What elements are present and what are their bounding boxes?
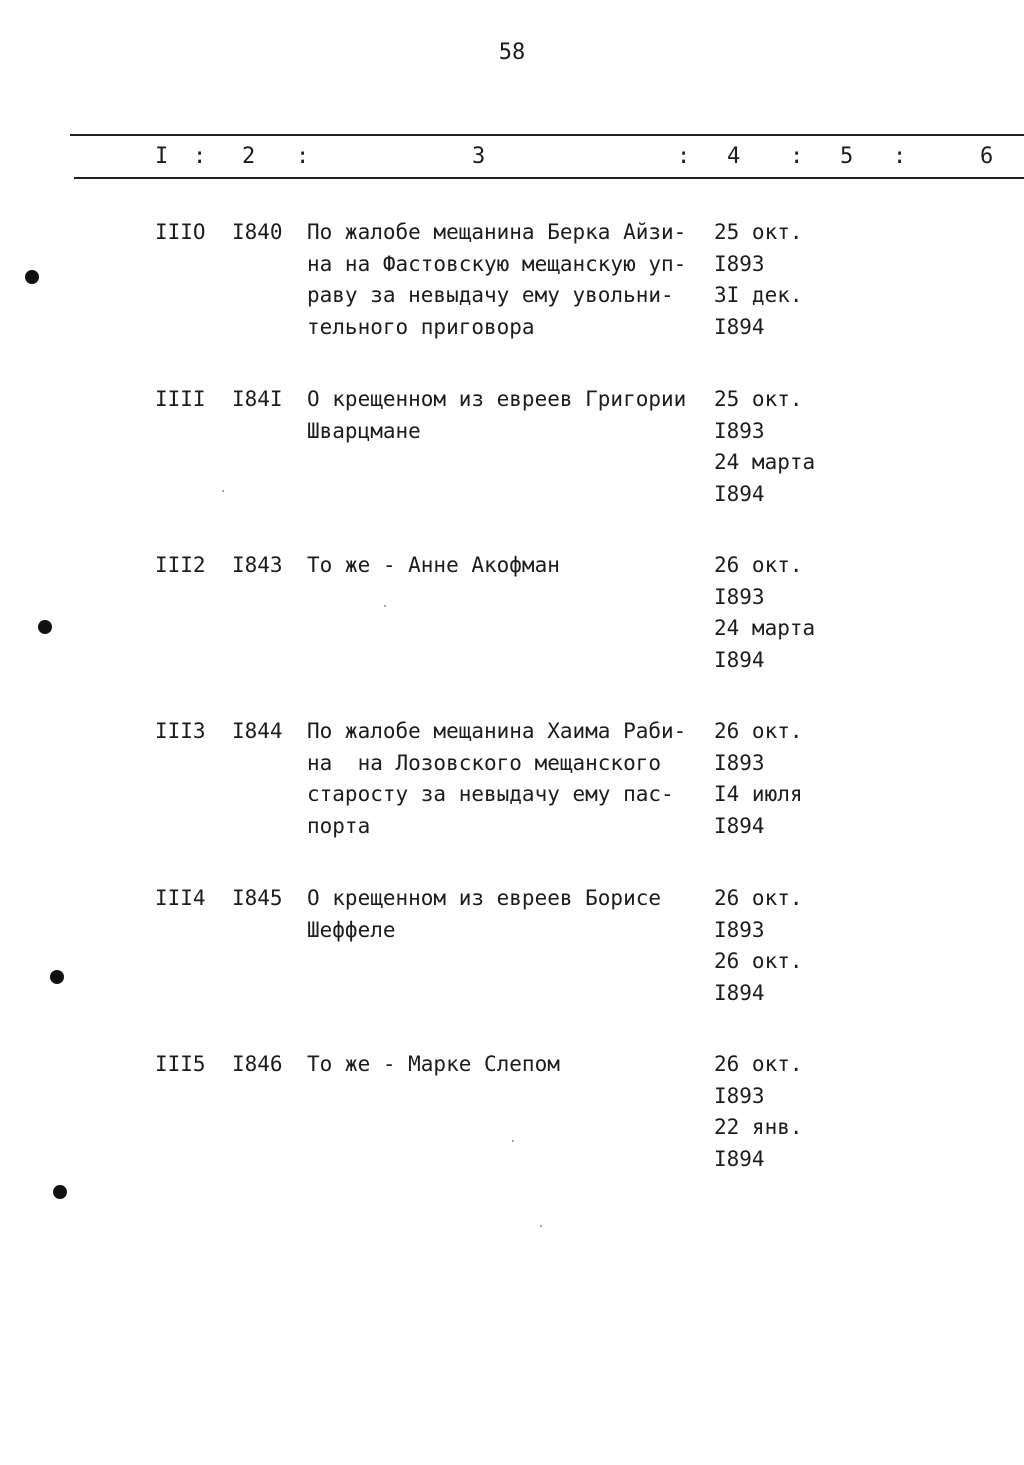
- punch-hole-mark: [38, 620, 52, 634]
- start-date: 26 окт.: [714, 553, 803, 577]
- column-header-1: I: [155, 144, 169, 169]
- entry-number: IIII: [155, 387, 206, 411]
- start-date: 25 окт.: [714, 387, 803, 411]
- entry-description: [307, 550, 702, 582]
- file-number: I846: [232, 1052, 283, 1076]
- description-line: раву за невыдачу ему увольни-: [307, 283, 674, 307]
- entry-dates: [714, 716, 854, 842]
- entry-number: III2: [155, 553, 206, 577]
- description-line: порта: [307, 813, 371, 838]
- header-top-rule: [70, 134, 1024, 136]
- entry-description: [307, 1049, 702, 1081]
- start-date: 26 окт.: [714, 886, 803, 910]
- description-line: Шварцмане: [307, 418, 421, 443]
- scan-speck: [512, 1140, 514, 1142]
- entry-dates: [714, 384, 854, 510]
- column-header-5: 5: [840, 144, 854, 169]
- entry-dates: [714, 883, 854, 1009]
- start-year: I893: [714, 584, 765, 609]
- punch-hole-mark: [53, 1185, 67, 1199]
- file-number: I84I: [232, 387, 283, 411]
- entry-dates: [714, 217, 854, 343]
- column-separator: :: [296, 144, 310, 169]
- entry-description: [307, 883, 702, 946]
- punch-hole-mark: [50, 970, 64, 984]
- file-number: I843: [232, 553, 283, 577]
- description-line: на на Фастовскую мещанскую уп-: [307, 251, 687, 276]
- description-line: По жалобе мещанина Хаима Раби-: [307, 719, 687, 743]
- description-line: То же - Анне Акофман: [307, 553, 560, 577]
- column-separator: :: [193, 144, 207, 169]
- entry-description: [307, 716, 702, 842]
- entry-dates: [714, 550, 854, 676]
- entry-description: [307, 217, 702, 343]
- description-line: О крещенном из евреев Григории: [307, 387, 687, 411]
- entry-number: III5: [155, 1052, 206, 1076]
- entry-description: [307, 384, 702, 447]
- entry-number: III4: [155, 886, 206, 910]
- end-date: 24 марта: [714, 450, 816, 474]
- end-year: I894: [714, 1146, 765, 1171]
- column-separator: :: [790, 144, 804, 169]
- description-line: О крещенном из евреев Борисе: [307, 886, 662, 910]
- end-year: I894: [714, 813, 765, 838]
- column-separator: :: [677, 144, 691, 169]
- end-year: I894: [714, 481, 765, 506]
- start-year: I893: [714, 418, 765, 443]
- column-header-6: 6: [980, 144, 994, 169]
- end-date: 26 окт.: [714, 949, 803, 973]
- file-number: I845: [232, 886, 283, 910]
- end-year: I894: [714, 647, 765, 672]
- entry-dates: [714, 1049, 854, 1175]
- end-date: 3I дек.: [714, 283, 803, 307]
- file-number: I840: [232, 220, 283, 244]
- column-header-4: 4: [727, 144, 741, 169]
- description-line: По жалобе мещанина Берка Айзи-: [307, 220, 687, 244]
- start-year: I893: [714, 750, 765, 775]
- start-date: 26 окт.: [714, 719, 803, 743]
- description-line: старосту за невыдачу ему пас-: [307, 782, 674, 806]
- entry-number: IIIO: [155, 220, 206, 244]
- end-date: I4 июля: [714, 782, 803, 806]
- start-date: 25 окт.: [714, 220, 803, 244]
- column-header-3: 3: [472, 144, 486, 169]
- entry-number: III3: [155, 719, 206, 743]
- end-year: I894: [714, 314, 765, 339]
- start-year: I893: [714, 251, 765, 276]
- end-date: 24 марта: [714, 616, 816, 640]
- start-year: I893: [714, 1083, 765, 1108]
- column-header-row: [0, 144, 1024, 174]
- header-bottom-rule: [74, 177, 1024, 179]
- description-line: на на Лозовского мещанского: [307, 750, 662, 775]
- start-year: I893: [714, 917, 765, 942]
- file-number: I844: [232, 719, 283, 743]
- scan-speck: [540, 1225, 542, 1227]
- punch-hole-mark: [25, 270, 39, 284]
- end-year: I894: [714, 980, 765, 1005]
- scan-speck: [384, 605, 386, 607]
- end-date: 22 янв.: [714, 1115, 803, 1139]
- description-line: То же - Марке Слепом: [307, 1052, 560, 1076]
- page-number: 58: [498, 40, 526, 65]
- description-line: Шеффеле: [307, 917, 396, 942]
- column-separator: :: [893, 144, 907, 169]
- description-line: тельного приговора: [307, 314, 535, 339]
- column-header-2: 2: [242, 144, 256, 169]
- start-date: 26 окт.: [714, 1052, 803, 1076]
- scan-speck: [222, 490, 224, 492]
